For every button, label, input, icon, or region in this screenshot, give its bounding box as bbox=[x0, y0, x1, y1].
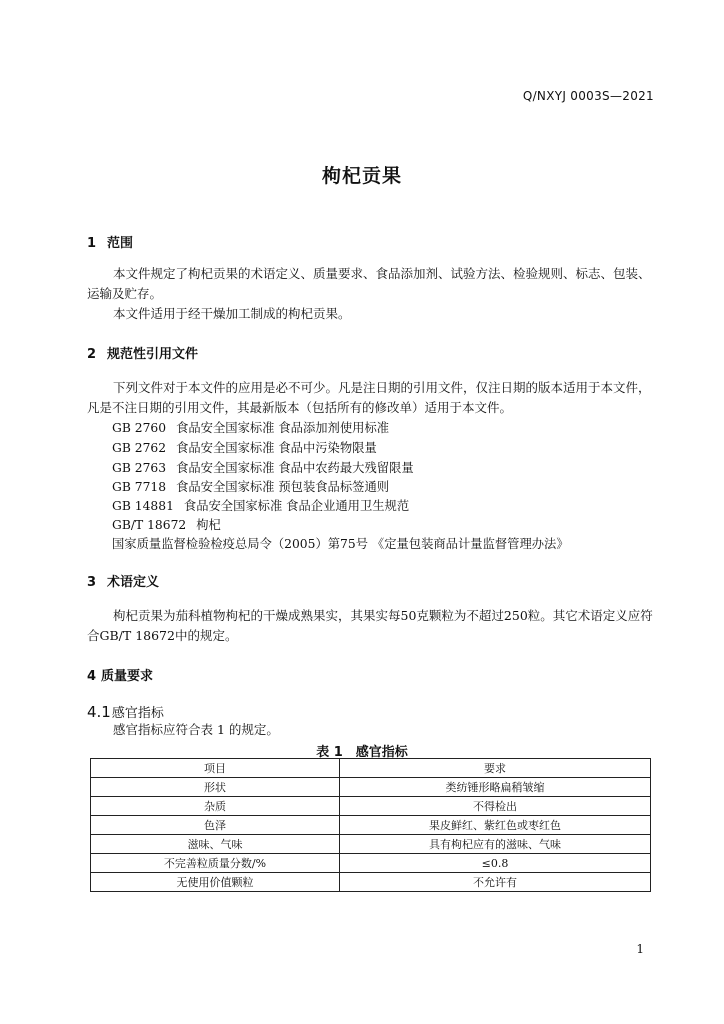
table-cell-requirement: 类纺锤形略扁稍皱缩 bbox=[340, 778, 651, 797]
table-row bbox=[91, 816, 651, 835]
document-title: 枸杞贡果 bbox=[321, 165, 402, 187]
reference-item bbox=[112, 515, 221, 533]
section-1-title: 范围 bbox=[107, 236, 134, 251]
reference-item bbox=[112, 458, 414, 476]
reference-code: GB 14881 bbox=[112, 499, 174, 513]
table-cell-item: 形状 bbox=[91, 778, 340, 797]
section-4-title: 质量要求 bbox=[101, 669, 154, 684]
reference-name: 食品安全国家标准 食品企业通用卫生规范 bbox=[183, 499, 410, 513]
reference-item bbox=[112, 438, 377, 456]
reference-code: GB 2762 bbox=[112, 441, 167, 455]
reference-name: 食品安全国家标准 食品添加剂使用标准 bbox=[176, 421, 390, 435]
reference-item bbox=[112, 496, 409, 514]
section-2-title: 规范性引用文件 bbox=[107, 347, 199, 362]
table-header-cell: 项目 bbox=[91, 759, 340, 778]
table-header-row bbox=[91, 759, 651, 778]
sensory-indicator-table bbox=[90, 758, 651, 892]
reference-decree: 国家质量监督检验检疫总局令（2005）第75号 《定量包装商品计量监督管理办法》 bbox=[112, 537, 569, 551]
table-cell-requirement: 具有枸杞应有的滋味、气味 bbox=[340, 835, 651, 854]
table-cell-requirement: ≤0.8 bbox=[340, 854, 651, 873]
table-cell-item: 色泽 bbox=[91, 816, 340, 835]
section-2-paragraph-1: 下列文件对于本文件的应用是必不可少。凡是注日期的引用文件，仅注日期的版本适用于本文件，凡是不注日期的引用文件，其最新版本（包括所有的修改单）适用于本文件。 bbox=[87, 380, 651, 415]
reference-code: GB 2760 bbox=[112, 421, 167, 435]
reference-item bbox=[112, 418, 389, 436]
table-cell-item: 滋味、气味 bbox=[91, 835, 340, 854]
section-2-heading bbox=[87, 343, 198, 362]
standard-number: Q/NXYJ 0003S—2021 bbox=[522, 89, 654, 103]
table-cell-requirement: 不得检出 bbox=[340, 797, 651, 816]
table-cell-item: 杂质 bbox=[91, 797, 340, 816]
section-3-number: 3 bbox=[87, 575, 97, 590]
section-3-heading bbox=[87, 571, 159, 590]
section-1-paragraph-1: 本文件规定了枸杞贡果的术语定义、质量要求、食品添加剂、试验方法、检验规则、标志、包装、运输及贮存。 bbox=[87, 266, 651, 301]
reference-name: 食品安全国家标准 食品中污染物限量 bbox=[176, 441, 377, 455]
section-4-heading bbox=[87, 665, 153, 684]
reference-code: GB 2763 bbox=[112, 461, 167, 475]
table-cell-requirement: 不允许有 bbox=[340, 873, 651, 892]
reference-name: 食品安全国家标准 预包装食品标签通则 bbox=[176, 480, 390, 494]
table-cell-item: 不完善粒质量分数/% bbox=[91, 854, 340, 873]
section-3-paragraph-1: 枸杞贡果为茄科植物枸杞的干燥成熟果实，其果实每50克颗粒为不超过250粒。其它术语定义应符合GB/T 18672中的规定。 bbox=[87, 608, 653, 643]
table-row bbox=[91, 778, 651, 797]
section-4-number: 4 bbox=[87, 669, 97, 684]
reference-code: GB/T 18672 bbox=[112, 518, 187, 532]
subsection-4-1-title: 感官指标 bbox=[111, 706, 164, 721]
reference-code: GB 7718 bbox=[112, 480, 167, 494]
section-1-heading bbox=[87, 232, 133, 251]
table-caption: 表 1 感官指标 bbox=[316, 745, 408, 760]
section-3-title: 术语定义 bbox=[107, 575, 160, 590]
page-number: 1 bbox=[636, 942, 644, 956]
table-header-cell: 要求 bbox=[340, 759, 651, 778]
table-cell-item: 无使用价值颗粒 bbox=[91, 873, 340, 892]
table-row bbox=[91, 873, 651, 892]
reference-item bbox=[112, 477, 389, 495]
section-1-number: 1 bbox=[87, 236, 97, 251]
table-row bbox=[91, 854, 651, 873]
subsection-4-1-heading bbox=[87, 702, 164, 721]
table-row bbox=[91, 797, 651, 816]
reference-name: 枸杞 bbox=[196, 518, 221, 532]
reference-name: 食品安全国家标准 食品中农药最大残留限量 bbox=[176, 461, 414, 475]
section-1-paragraph-2: 本文件适用于经干燥加工制成的枸杞贡果。 bbox=[113, 306, 351, 321]
subsection-4-1-text: 感官指标应符合表 1 的规定。 bbox=[113, 722, 279, 737]
subsection-4-1-number: 4.1 bbox=[87, 703, 111, 721]
table-row bbox=[91, 835, 651, 854]
table-cell-requirement: 果皮鲜红、紫红色或枣红色 bbox=[340, 816, 651, 835]
section-2-number: 2 bbox=[87, 347, 97, 362]
